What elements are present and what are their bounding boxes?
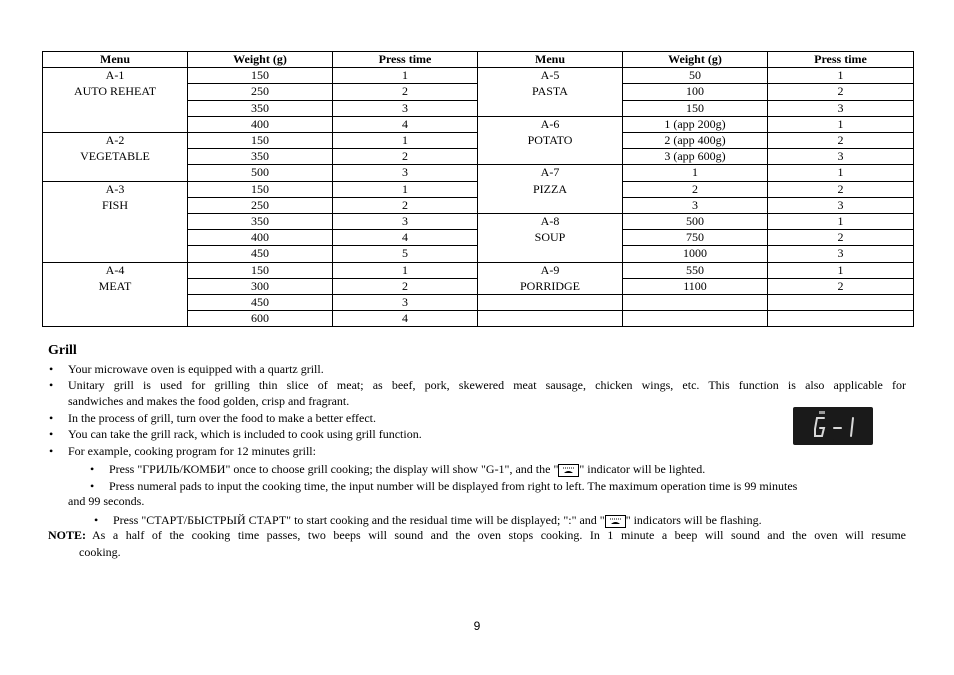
press-cell: 1 (333, 262, 478, 278)
header-press-right: Press time (768, 52, 914, 68)
menu-table (42, 51, 914, 327)
press-cell: 1 (333, 68, 478, 84)
menu-cell-a5 (478, 68, 623, 117)
weight-cell: 150 (188, 68, 333, 84)
led-display (793, 407, 873, 445)
note-label: NOTE: (48, 528, 87, 542)
weight-cell: 150 (188, 181, 333, 197)
menu-code: A-4 (105, 262, 125, 277)
grill-bullet-2-line2: sandwiches and makes the food golden, crisp and fragrant. (68, 394, 350, 408)
weight-cell (623, 295, 768, 311)
press-cell: 3 (333, 100, 478, 116)
empty-cell (478, 295, 623, 311)
weight-cell: 600 (188, 311, 333, 327)
press-cell: 3 (768, 100, 914, 116)
sub-bullet-1 (109, 462, 705, 477)
menu-name: PORRIDGE (519, 278, 580, 293)
press-cell: 1 (333, 181, 478, 197)
press-cell: 1 (768, 68, 914, 84)
weight-cell: 3 (623, 197, 768, 213)
menu-code: A-8 (540, 214, 560, 229)
press-cell: 3 (333, 295, 478, 311)
press-cell: 4 (333, 116, 478, 132)
weight-cell: 400 (188, 230, 333, 246)
section-title-grill: Grill (48, 343, 77, 358)
menu-cell-a3 (43, 181, 188, 262)
display-text: G - 1 (833, 438, 842, 443)
bullet-icon: • (49, 411, 54, 425)
press-cell: 4 (333, 311, 478, 327)
menu-cell-a4 (43, 262, 188, 327)
weight-cell: 450 (188, 295, 333, 311)
grill-bullet-5: For example, cooking program for 12 minutes grill: (68, 444, 316, 458)
press-cell: 4 (333, 230, 478, 246)
weight-cell: 3 (app 600g) (623, 149, 768, 165)
header-menu-left: Menu (43, 52, 188, 68)
table-header-row (43, 52, 914, 68)
grill-bullet-2-line1: Unitary grill is used for grilling thin slice of meat; as beef, pork, skewered meat sausage, chicken wings, etc. This function is also applicable for (68, 378, 906, 392)
press-cell: 1 (768, 262, 914, 278)
menu-cell-a7 (478, 165, 623, 214)
note-line1 (48, 528, 906, 543)
weight-cell: 300 (188, 278, 333, 294)
note-text-line1: As a half of the cooking time passes, two beeps will sound and the oven stops cooking. In 1 minute a beep will sound and the oven will resume (92, 528, 906, 542)
press-cell: 2 (768, 181, 914, 197)
sub-bullet-3-pre: Press "СТАРТ/БЫСТРЫЙ СТАРТ" to start cooking and the residual time will be displayed; ":" and " (113, 513, 605, 527)
grill-bullet-3: In the process of grill, turn over the food to make a better effect. (68, 411, 376, 425)
bullet-icon: • (90, 462, 95, 476)
menu-code: A-7 (540, 165, 560, 180)
press-cell: 2 (768, 133, 914, 149)
sub-bullet-3-post: " indicators will be flashing. (625, 513, 762, 527)
note-line2: cooking. (79, 545, 121, 559)
press-cell: 3 (768, 246, 914, 262)
weight-cell: 500 (188, 165, 333, 181)
sub-bullet-1-pre: Press "ГРИЛЬ/КОМБИ" once to choose grill cooking; the display will show "G-1", and the " (109, 462, 559, 476)
menu-cell-a8 (478, 214, 623, 263)
sub-bullet-1-post: " indicator will be lighted. (579, 462, 706, 476)
menu-name: PIZZA (533, 181, 567, 196)
menu-name: AUTO REHEAT (73, 84, 157, 99)
press-cell (768, 311, 914, 327)
menu-cell-a9 (478, 262, 623, 294)
press-cell: 3 (333, 214, 478, 230)
sub-bullet-2-line2: and 99 seconds. (68, 494, 145, 508)
weight-cell: 1100 (623, 278, 768, 294)
menu-code: A-2 (105, 133, 125, 148)
weight-cell: 550 (623, 262, 768, 278)
weight-cell: 150 (188, 262, 333, 278)
weight-cell: 1000 (623, 246, 768, 262)
menu-code: A-6 (540, 116, 560, 131)
menu-name: PASTA (532, 84, 568, 99)
bullet-icon: • (94, 513, 99, 527)
press-cell (768, 295, 914, 311)
weight-cell: 150 (623, 100, 768, 116)
weight-cell: 1 (623, 165, 768, 181)
sub-bullet-2-line1: Press numeral pads to input the cooking time, the input number will be displayed from right to left. The maximum operation time is 99 minutes (109, 479, 798, 493)
menu-code: A-3 (105, 181, 125, 196)
menu-name: SOUP (534, 230, 566, 245)
menu-name: MEAT (98, 278, 132, 293)
menu-code: A-9 (540, 262, 560, 277)
grill-indicator-icon (605, 515, 626, 528)
table-row (43, 262, 914, 278)
menu-cell-a1 (43, 68, 188, 133)
press-cell: 2 (768, 230, 914, 246)
sub-bullet-3 (113, 513, 762, 528)
grill-indicator-icon (558, 464, 579, 477)
press-cell: 3 (768, 197, 914, 213)
bullet-icon: • (49, 427, 54, 441)
header-menu-right: Menu (478, 52, 623, 68)
weight-cell: 350 (188, 100, 333, 116)
bullet-icon: • (49, 378, 54, 392)
press-cell: 5 (333, 246, 478, 262)
weight-cell (623, 311, 768, 327)
press-cell: 2 (333, 197, 478, 213)
press-cell: 2 (333, 278, 478, 294)
bullet-icon: • (90, 479, 95, 493)
press-cell: 1 (768, 214, 914, 230)
weight-cell: 2 (app 400g) (623, 133, 768, 149)
press-cell: 3 (333, 165, 478, 181)
weight-cell: 100 (623, 84, 768, 100)
bullet-icon: • (49, 362, 54, 376)
menu-name: POTATO (527, 133, 573, 148)
table-row (43, 68, 914, 84)
weight-cell: 250 (188, 84, 333, 100)
weight-cell: 150 (188, 133, 333, 149)
page-number: 9 (473, 619, 481, 633)
header-weight-right: Weight (g) (623, 52, 768, 68)
menu-cell-a6 (478, 116, 623, 165)
weight-cell: 350 (188, 214, 333, 230)
weight-cell: 1 (app 200g) (623, 116, 768, 132)
weight-cell: 750 (623, 230, 768, 246)
menu-name: FISH (101, 197, 128, 212)
press-cell: 2 (768, 84, 914, 100)
menu-cell-a2 (43, 133, 188, 182)
weight-cell: 400 (188, 116, 333, 132)
weight-cell: 350 (188, 149, 333, 165)
bullet-icon: • (49, 444, 54, 458)
press-cell: 1 (768, 116, 914, 132)
grill-bullet-1: Your microwave oven is equipped with a quartz grill. (68, 362, 324, 376)
menu-code: A-1 (105, 68, 125, 83)
grill-bullet-4: You can take the grill rack, which is included to cook using grill function. (68, 427, 422, 441)
weight-cell: 250 (188, 197, 333, 213)
press-cell: 1 (333, 133, 478, 149)
press-cell: 1 (768, 165, 914, 181)
menu-name: VEGETABLE (80, 149, 150, 164)
weight-cell: 50 (623, 68, 768, 84)
press-cell: 2 (333, 149, 478, 165)
weight-cell: 2 (623, 181, 768, 197)
header-weight-left: Weight (g) (188, 52, 333, 68)
empty-cell (478, 311, 623, 327)
header-press-left: Press time (333, 52, 478, 68)
press-cell: 2 (768, 278, 914, 294)
press-cell: 2 (333, 84, 478, 100)
weight-cell: 450 (188, 246, 333, 262)
press-cell: 3 (768, 149, 914, 165)
weight-cell: 500 (623, 214, 768, 230)
menu-code: A-5 (540, 68, 560, 83)
g-1-display-icon (793, 407, 873, 445)
